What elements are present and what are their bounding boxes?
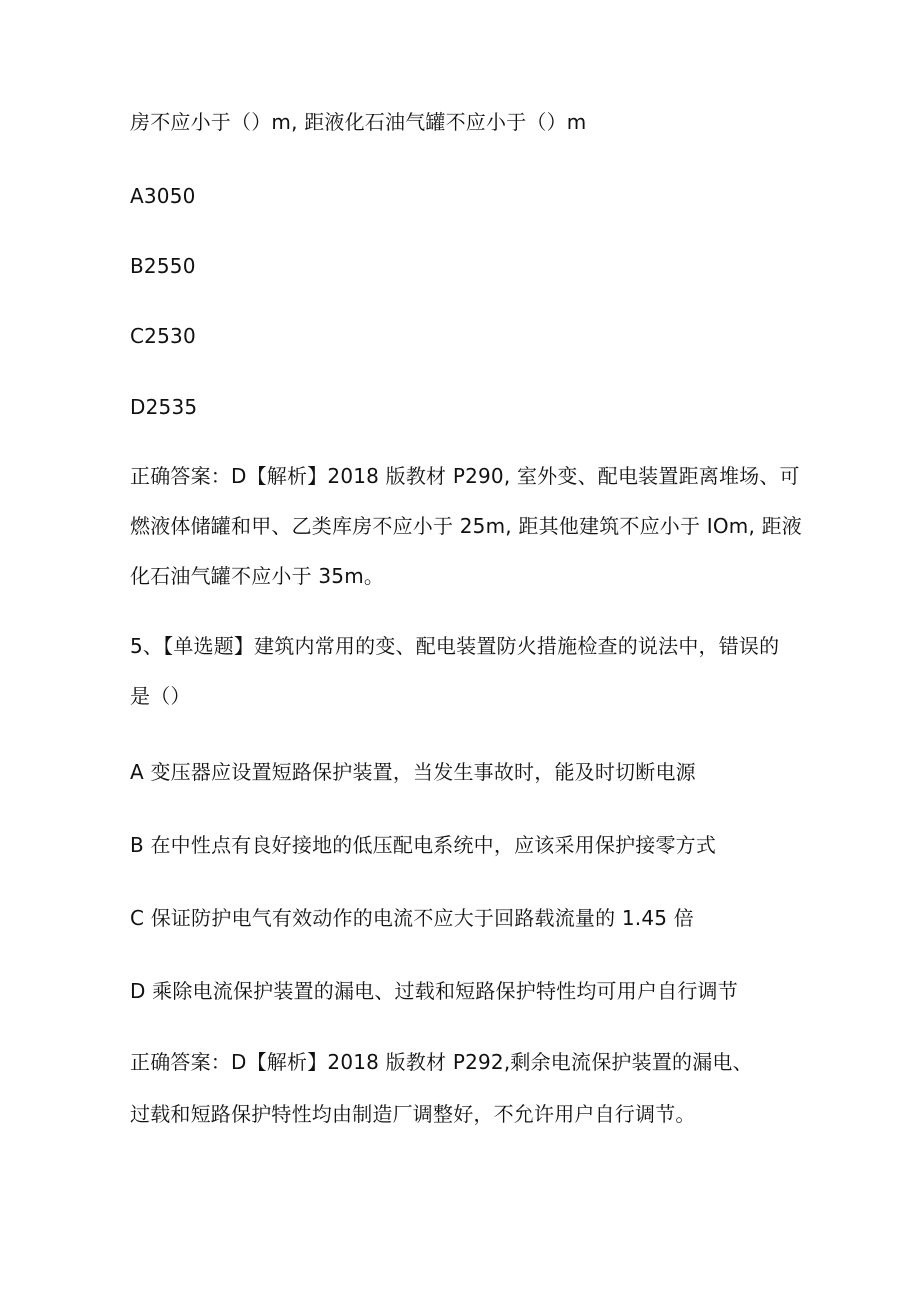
question-5-answer-line-1: 正确答案：D【解析】2018 版教材 P292,剩余电流保护装置的漏电、 (130, 1050, 753, 1074)
question-5-option-b: B 在中性点有良好接地的低压配电系统中，应该采用保护接零方式 (130, 833, 717, 857)
question-4-answer-line-2: 燃液体储罐和甲、乙类库房不应小于 25m, 距其他建筑不应小于 IOm, 距液 (130, 514, 802, 538)
question-5-option-a: A 变压器应设置短路保护装置，当发生事故时，能及时切断电源 (130, 760, 696, 784)
question-5-stem-line-1: 5、【单选题】建筑内常用的变、配电装置防火措施检查的说法中，错误的 (130, 634, 780, 658)
question-5-answer-line-2: 过载和短路保护特性均由制造厂调整好，不允许用户自行调节。 (130, 1102, 696, 1126)
question-4-answer-line-1: 正确答案：D【解析】2018 版教材 P290, 室外变、配电装置距离堆场、可 (130, 464, 800, 488)
question-5-option-d: D 乘除电流保护装置的漏电、过载和短路保护特性均可用户自行调节 (130, 979, 738, 1003)
question-4-option-b: B2550 (130, 254, 196, 278)
question-4-option-c: C2530 (130, 324, 196, 348)
question-5-stem-line-2: 是（） (130, 684, 191, 708)
question-4-stem-tail: 房不应小于（）m, 距液化石油气罐不应小于（）m (130, 110, 587, 134)
question-4-answer-line-3: 化石油气罐不应小于 35m。 (130, 564, 385, 588)
question-5-option-c: C 保证防护电气有效动作的电流不应大于回路载流量的 1.45 倍 (130, 906, 694, 930)
question-4-option-a: A3050 (130, 184, 196, 208)
question-4-option-d: D2535 (130, 395, 198, 419)
